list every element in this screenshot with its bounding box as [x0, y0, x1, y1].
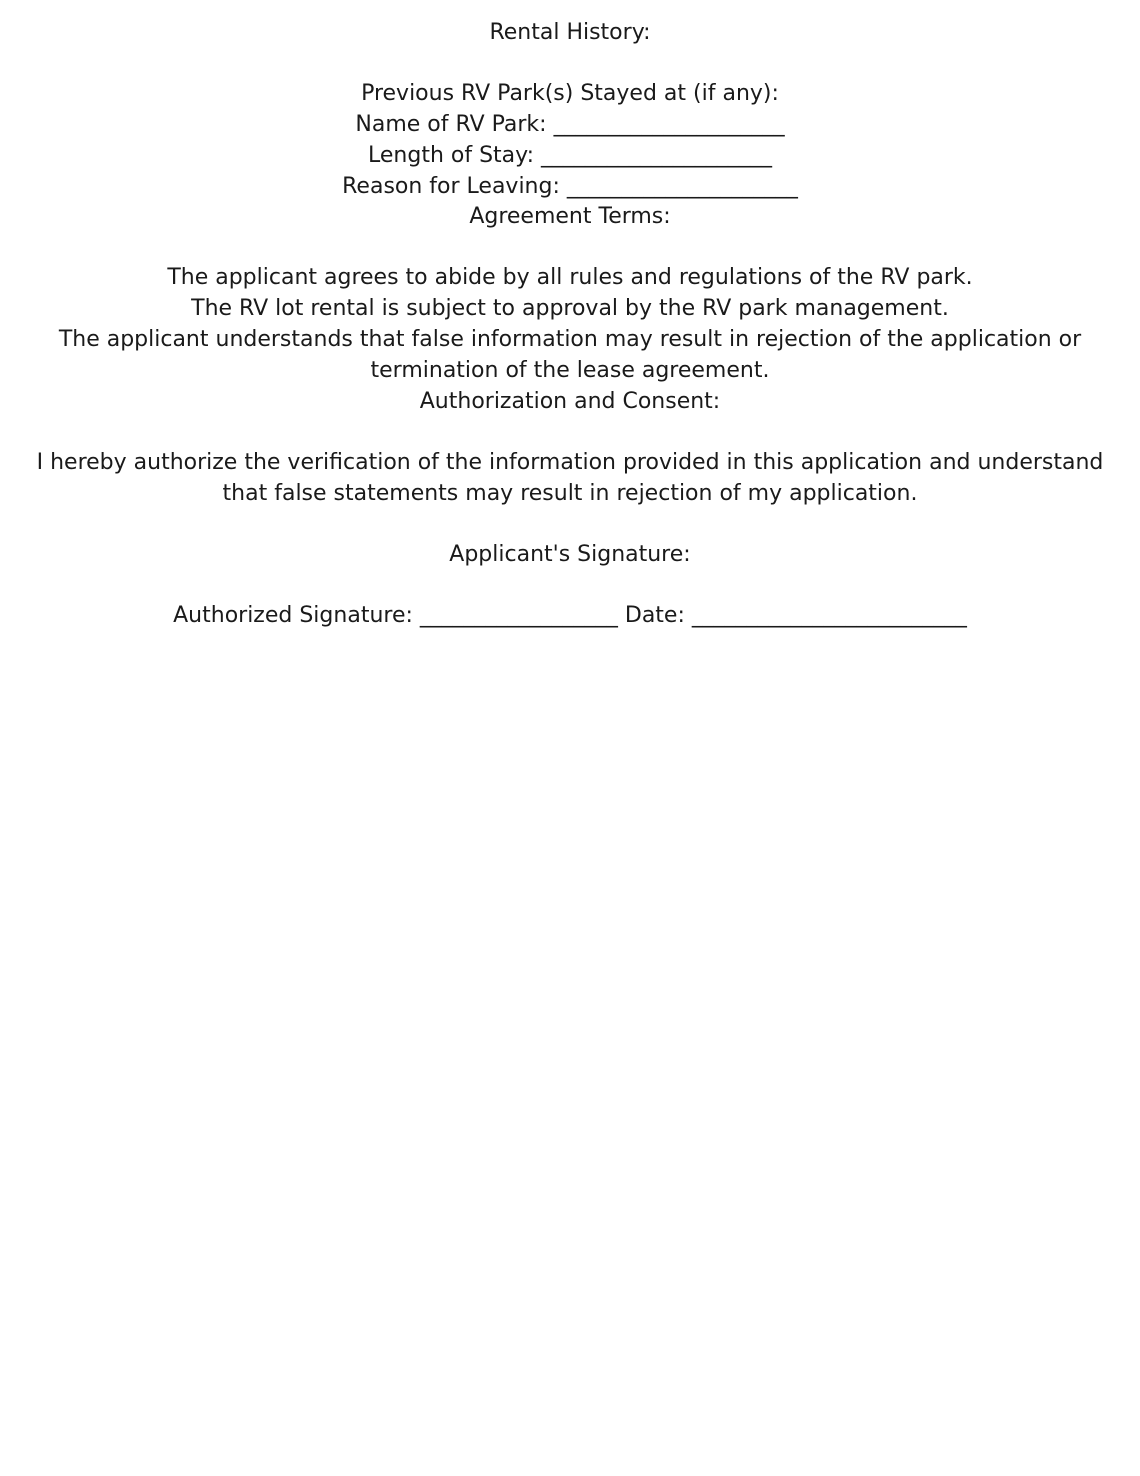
length-of-stay-field: Length of Stay: _____________________	[368, 143, 772, 168]
authorization-text-line: that false statements may result in rejection of my application.	[222, 481, 918, 506]
agreement-terms-heading: Agreement Terms:	[469, 204, 671, 229]
previous-parks-heading: Previous RV Park(s) Stayed at (if any):	[361, 81, 779, 106]
agreement-term-line: termination of the lease agreement.	[370, 358, 770, 383]
agreement-term-line: The RV lot rental is subject to approval by the RV park management.	[191, 296, 949, 321]
rental-history-heading: Rental History:	[489, 20, 651, 45]
agreement-term-line: The applicant agrees to abide by all rules and regulations of the RV park.	[167, 265, 973, 290]
reason-for-leaving-field: Reason for Leaving: _____________________	[342, 174, 798, 199]
applicant-signature-label: Applicant's Signature:	[449, 542, 691, 567]
authorization-text-line: I hereby authorize the verification of the information provided in this application and understand	[36, 450, 1104, 475]
name-of-park-field: Name of RV Park: _____________________	[355, 112, 785, 137]
authorized-signature-date-line: Authorized Signature: __________________ Date: _________________________	[173, 603, 967, 628]
agreement-term-line: The applicant understands that false information may result in rejection of the application or	[58, 327, 1082, 352]
authorization-heading: Authorization and Consent:	[419, 389, 721, 414]
